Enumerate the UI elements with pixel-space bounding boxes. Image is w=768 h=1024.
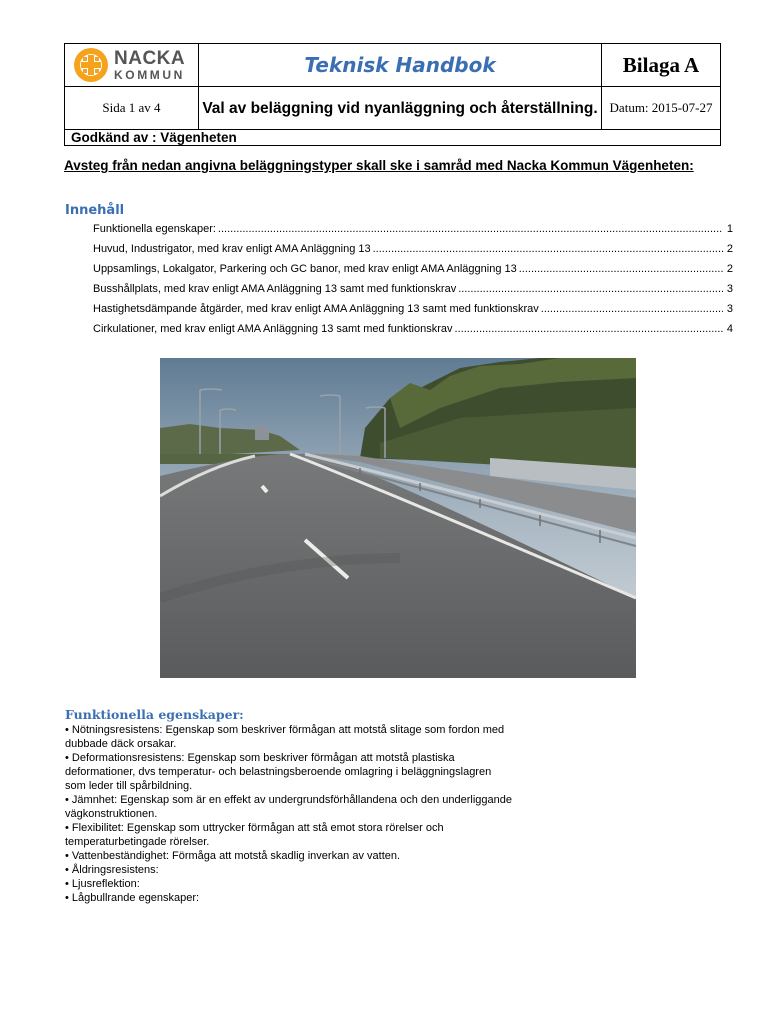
toc-heading: Innehåll [65,203,125,218]
list-line: dubbade däck orsakar. [65,738,177,750]
list-line: • Deformationsresistens: Egenskap som beskriver förmågan att motstå plastiska [65,752,455,764]
toc-entry-page: 4 [726,323,733,335]
list-line: • Åldringsresistens: [65,864,159,876]
toc-entry[interactable] [93,259,733,279]
list-line: • Vattenbeständighet: Förmåga att motstå skadlig inverkan av vatten. [65,850,401,862]
list-line: • Ljusreflektion: [65,878,140,890]
intro-statement: Avsteg från nedan angivna beläggningstyper skall ske i samråd med Nacka Kommun Vägenheten: [64,158,694,173]
approved-by: Godkänd av : Vägenheten [65,130,721,146]
appendix-label: Bilaga A [602,44,721,87]
table-of-contents [93,219,733,339]
functional-properties-list [65,723,545,905]
toc-entry[interactable] [93,219,733,239]
toc-entry[interactable] [93,299,733,319]
toc-entry[interactable] [93,279,733,299]
page-indicator: Sida 1 av 4 [65,87,199,130]
toc-entry-title: Cirkulationer, med krav enligt AMA Anläggning 13 samt med funktionskrav [93,323,453,335]
logo-name: NACKA [114,48,186,69]
list-line: • Nötningsresistens: Egenskap som beskriver förmågan att motstå slitage som fordon med [65,724,505,736]
nacka-emblem-icon [73,47,109,83]
nacka-logo [65,47,198,83]
logo-cell [65,44,199,87]
document-date: Datum: 2015-07-27 [602,87,721,130]
document-subject: Val av beläggning vid nyanläggning och återställning. [199,87,602,130]
road-photo [160,358,636,678]
toc-entry-title: Funktionella egenskaper: [93,223,216,235]
toc-entry-page: 2 [726,243,733,255]
list-line: deformationer, dvs temperatur- och belastningsberoende omlagring i beläggningslagren [65,766,492,778]
list-line: temperaturbetingade rörelser. [65,836,210,848]
list-line: som leder till spårbildning. [65,780,193,792]
handbook-title: Teknisk Handbok [199,44,602,87]
toc-entry-page: 3 [726,283,733,295]
list-line: vägkonstruktionen. [65,808,158,820]
logo-subtitle: KOMMUN [114,68,185,82]
toc-entry-title: Hastighetsdämpande åtgärder, med krav enligt AMA Anläggning 13 samt med funktionskrav [93,303,539,315]
toc-entry-title: Uppsamlings, Lokalgator, Parkering och GC banor, med krav enligt AMA Anläggning 13 [93,263,517,275]
toc-entry-page: 2 [726,263,733,275]
toc-entry-page: 3 [726,303,733,315]
toc-entry[interactable] [93,319,733,339]
toc-entry-title: Busshållplats, med krav enligt AMA Anläggning 13 samt med funktionskrav [93,283,457,295]
toc-entry-title: Huvud, Industrigator, med krav enligt AMA Anläggning 13 [93,243,371,255]
list-line: • Lågbullrande egenskaper: [65,892,200,904]
document-header [64,43,721,143]
list-line: • Jämnhet: Egenskap som är en effekt av undergrundsförhållandena och den underliggande [65,794,513,806]
list-line: • Flexibilitet: Egenskap som uttrycker förmågan att stå emot stora rörelser och [65,822,444,834]
toc-entry-page: 1 [726,223,733,235]
functional-properties-heading: Funktionella egenskaper: [65,707,244,722]
toc-entry[interactable] [93,239,733,259]
